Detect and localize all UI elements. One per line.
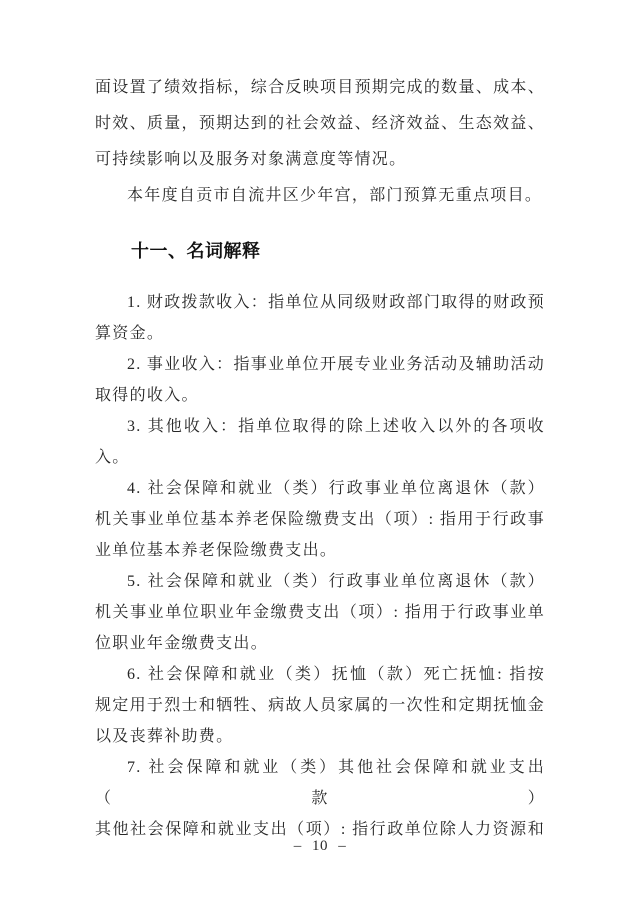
text-line: 1. 财政拨款收入：指单位从同级财政部门取得的财政预 [127,294,545,311]
text-line: 3. 其他收入：指单位取得的除上述收入以外的各项收 [127,418,545,435]
text-line: 本年度自贡市自流井区少年宫，部门预算无重点项目。 [127,187,543,204]
text-line: 面设置了绩效指标，综合反映项目预期完成的数量、成本、 [95,79,545,96]
text-line: 可持续影响以及服务对象满意度等情况。 [95,151,407,168]
text-line: 入。 [95,449,130,466]
section-heading: 十一、名词解释 [131,241,261,261]
text-line: 时效、质量，预期达到的社会效益、经济效益、生态效益、 [95,115,545,132]
glossary-definitions [95,287,545,845]
text-line: 2. 事业收入：指事业单位开展专业业务活动及辅助活动 [127,356,545,373]
text-line: 机关事业单位职业年金缴费支出（项）: 指用于行政事业单 [95,604,545,621]
text-line: 取得的收入。 [95,387,199,404]
page-body [95,70,545,845]
text-line: 位职业年金缴费支出。 [95,635,269,652]
page-number: – 10 – [293,838,347,854]
text-line: 其他社会保障和就业支出（项）: 指行政单位除人力资源和 [95,821,545,838]
text-line: 机关事业单位基本养老保险缴费支出（项）: 指用于行政事 [95,511,545,528]
text-line: 5. 社会保障和就业（类）行政事业单位离退休（款） [127,573,545,590]
text-line: 以及丧葬补助费。 [95,728,234,745]
text-line: 7. 社会保障和就业（类）其他社会保障和就业支出（款） [95,759,545,807]
intro-paragraphs [95,70,545,214]
text-line: 业单位基本养老保险缴费支出。 [95,542,338,559]
text-line: 算资金。 [95,325,165,342]
text-line: 4. 社会保障和就业（类）行政事业单位离退休（款） [127,480,545,497]
text-line: 规定用于烈士和牺牲、病故人员家属的一次性和定期抚恤金 [95,697,545,714]
text-line: 6. 社会保障和就业（类）抚恤（款）死亡抚恤: 指按 [127,666,545,683]
